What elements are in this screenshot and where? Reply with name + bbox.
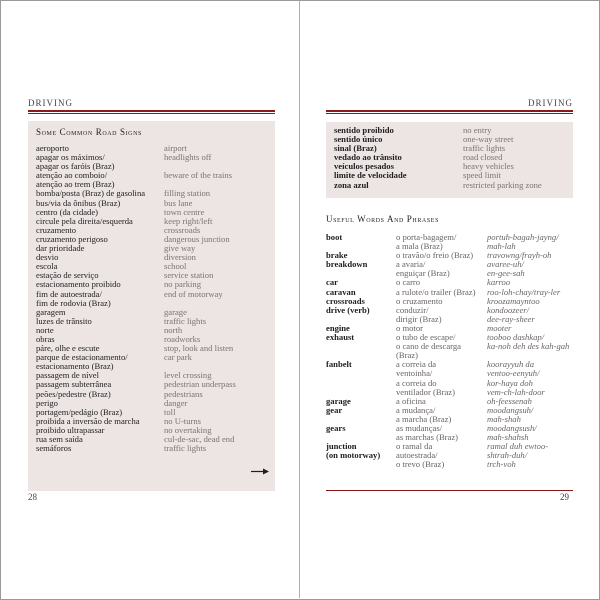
portuguese-word: o porta-bagagem/ (396, 232, 457, 242)
english-meaning: no overtaking (164, 424, 212, 435)
english-meaning: north (164, 324, 183, 335)
portuguese-term: estação de serviço (36, 270, 99, 281)
header-rule-thin (326, 113, 573, 114)
portuguese-term: bomba/posta (Braz) de gasolina (36, 188, 146, 199)
portuguese-term: atenção ao comboio/ (36, 170, 108, 181)
pronunciation: roo-loh-chay/tray-ler (487, 286, 561, 297)
portuguese-term: parque de estacionamento/ (36, 352, 128, 363)
english-word: breakdown (326, 259, 368, 270)
english-word: boot (326, 232, 343, 242)
english-meaning: level crossing (164, 370, 212, 381)
english-meaning: road closed (463, 152, 503, 163)
pronunciation: ka-noh deh des kah-gah (487, 341, 570, 352)
english-meaning: no entry (463, 125, 492, 135)
english-word: crossroads (326, 295, 365, 306)
sign-row (334, 181, 565, 190)
word-row (326, 397, 573, 406)
portuguese-term: apagar os faróis (Braz) (36, 161, 115, 172)
word-row (326, 342, 573, 351)
running-header-left: DRIVING (28, 98, 73, 108)
sign-row (36, 299, 267, 308)
english-meaning: garage (164, 306, 187, 317)
portuguese-term: limite de velocidade (334, 170, 407, 181)
english-meaning: roadworks (164, 333, 201, 344)
pronunciation: moodangsush/ (487, 422, 537, 433)
word-row (326, 306, 573, 315)
english-meaning: airport (164, 143, 187, 153)
english-meaning: pedestrians (164, 388, 203, 399)
road-signs-list-continued (334, 126, 565, 190)
pronunciation: portuh-bagah-jayng/ (487, 232, 559, 242)
english-word (326, 379, 396, 388)
english-meaning: diversion (164, 252, 196, 263)
english-meaning: filling station (164, 188, 211, 199)
english-word: drive (verb) (326, 304, 370, 315)
portuguese-word: o carro (396, 277, 421, 288)
continue-arrow-icon (251, 468, 269, 475)
pronunciation: en-gee-sah (487, 268, 525, 279)
portuguese-term: estacionamento (Braz) (36, 361, 114, 372)
word-row (326, 388, 573, 397)
portuguese-word: a oficina (396, 395, 426, 406)
running-header-right: DRIVING (528, 98, 573, 108)
english-meaning: heavy vehicles (463, 161, 514, 172)
word-row (326, 351, 573, 360)
english-word: brake (326, 250, 348, 261)
english-word: car (326, 277, 338, 288)
english-meaning: traffic lights (164, 443, 207, 454)
portuguese-term: zona azul (334, 179, 369, 190)
english-meaning: speed limit (463, 170, 501, 181)
sign-row (36, 444, 267, 453)
english-meaning: school (164, 261, 187, 272)
header-rule (326, 110, 573, 112)
portuguese-term: norte (36, 324, 54, 335)
english-meaning: bus lane (164, 197, 193, 208)
sign-row (36, 253, 267, 262)
english-word: fanbelt (326, 359, 352, 370)
english-meaning: toll (164, 406, 176, 417)
portuguese-word: a correia do (396, 377, 437, 388)
page-number-left: 28 (28, 492, 37, 502)
portuguese-term: sinal (Braz) (334, 143, 377, 154)
portuguese-term: proibido ultrapassar (36, 424, 105, 435)
word-row (326, 315, 573, 324)
portuguese-word: a avaria/ (396, 259, 426, 270)
portuguese-term: obras (36, 333, 55, 344)
pronunciation: ventoo-eenyuh/ (487, 368, 540, 379)
portuguese-word: conduzir/ (396, 304, 429, 315)
english-meaning: traffic lights (463, 143, 506, 154)
portuguese-term: bus/via da ônibus (Braz) (36, 197, 121, 208)
portuguese-term: garagem (36, 306, 66, 317)
sign-row (36, 317, 267, 326)
english-meaning: give way (164, 243, 196, 254)
pronunciation: dee-ray-sheer (487, 313, 535, 324)
portuguese-term: fim de autoestrada/ (36, 288, 102, 299)
portuguese-term: estacionamento proibido (36, 279, 121, 290)
portuguese-term: peões/pedestre (Braz) (36, 388, 111, 399)
english-meaning: crossroads (164, 224, 201, 235)
english-meaning: danger (164, 397, 188, 408)
portuguese-word: o tubo de escape/ (396, 332, 456, 343)
pronunciation: shtrah-duh/ (487, 450, 528, 461)
english-meaning: service station (164, 270, 214, 281)
english-word: gear (326, 404, 343, 415)
english-word (326, 369, 396, 378)
road-signs-box-continued (326, 122, 573, 198)
portuguese-term: rua sem saída (36, 434, 83, 444)
english-word: caravan (326, 286, 356, 297)
english-meaning: stop, look and listen (164, 343, 234, 354)
pronunciation: mah-shahsh (487, 432, 529, 443)
portuguese-word: as mudanças/ (396, 422, 443, 433)
left-page (28, 98, 275, 491)
useful-words-list (326, 233, 573, 469)
english-meaning: cul-de-sac, dead end (164, 434, 235, 444)
pronunciation: travowng/frayh-oh (487, 250, 552, 261)
portuguese-term: cruzamento (36, 224, 77, 235)
english-meaning: restricted parking zone (463, 179, 542, 190)
portuguese-term: sentido único (334, 134, 383, 145)
sign-row (36, 390, 267, 399)
header-rule-thin (28, 113, 275, 114)
portuguese-term: atenção ao trem (Braz) (36, 179, 115, 190)
portuguese-word: ventilador (Braz) (396, 386, 455, 397)
english-meaning: pedestrian underpass (164, 379, 236, 390)
pronunciation: oh-feessenah (487, 395, 532, 406)
pronunciation: avaree-uh/ (487, 259, 524, 270)
portuguese-word: a correia da (396, 359, 437, 370)
english-meaning: keep right/left (164, 215, 213, 226)
word-row (326, 369, 573, 378)
english-meaning: car park (164, 352, 192, 363)
portuguese-word: o motor (396, 322, 423, 333)
portuguese-term: proibida a inversão de marcha (36, 415, 140, 426)
pronunciation: vem-ch-lah-door (487, 386, 545, 397)
english-meaning: headlights off (164, 152, 212, 163)
english-word: exhaust (326, 332, 355, 343)
portuguese-word: o ramal da (396, 441, 433, 452)
english-word: junction (326, 441, 357, 452)
english-word (326, 342, 396, 351)
portuguese-term: portagem/pedágio (Braz) (36, 406, 123, 417)
portuguese-word: o cruzamento (396, 295, 443, 306)
pronunciation: kroozamayntoo (487, 295, 540, 306)
pronunciation: tooboo dashkap/ (487, 332, 545, 343)
pronunciation: mooter (487, 322, 512, 333)
portuguese-term: escola (36, 261, 58, 272)
pronunciation: moodangsuh/ (487, 404, 534, 415)
pronunciation: karroo (487, 277, 511, 288)
portuguese-term: vedado ao trânsito (334, 152, 402, 163)
sign-row (36, 326, 267, 335)
pronunciation: ramal duh ewtoo- (487, 441, 549, 452)
english-meaning: traffic lights (164, 315, 207, 326)
portuguese-word: dirigir (Braz) (396, 313, 442, 324)
pronunciation: koorayyuh da (487, 359, 535, 370)
portuguese-word: as marchas (Braz) (396, 432, 459, 443)
portuguese-word: a rulote/o trailer (Braz) (396, 286, 476, 297)
portuguese-word: enguiçar (Braz) (396, 268, 450, 279)
portuguese-term: fim de rodovia (Braz) (36, 297, 111, 308)
portuguese-word: o travão/o freio (Braz) (396, 250, 474, 261)
portuguese-term: páre, olhe e escute (36, 343, 100, 354)
portuguese-term: aeroporto (36, 143, 69, 153)
portuguese-term: semáforos (36, 443, 72, 454)
portuguese-term: circule pela direita/esquerda (36, 215, 133, 226)
english-meaning: beware of the trains (164, 170, 233, 181)
pronunciation: mah-shah (487, 413, 521, 424)
english-meaning: no parking (164, 279, 201, 290)
portuguese-term: passagem de nível (36, 370, 100, 381)
pronunciation: kor-haya doh (487, 377, 533, 388)
english-meaning: no U-turns (164, 415, 201, 426)
right-page (326, 98, 573, 469)
pronunciation: trch-voh (487, 459, 516, 470)
english-word: garage (326, 395, 351, 406)
portuguese-term: dar prioridade (36, 243, 85, 254)
portuguese-word: (Braz) (396, 350, 418, 361)
book-spine (299, 1, 300, 598)
portuguese-word: a mala (Braz) (396, 241, 443, 252)
road-signs-box (28, 121, 275, 491)
portuguese-word: o trevo (Braz) (396, 459, 445, 470)
portuguese-term: luzes de trânsito (36, 315, 92, 326)
portuguese-term: cruzamento perigoso (36, 233, 108, 244)
english-word: (on motorway) (326, 450, 381, 461)
english-meaning: end of motorway (164, 288, 223, 299)
portuguese-term: apagar os máximos/ (36, 152, 105, 163)
pronunciation: kondoozeer/ (487, 304, 530, 315)
portuguese-word: autoestrada/ (396, 450, 438, 461)
english-word: engine (326, 322, 350, 333)
word-row (326, 451, 573, 460)
page-number-right: 29 (560, 492, 569, 502)
pronunciation: mah-lah (487, 241, 516, 252)
portuguese-word: o cano de descarga (396, 341, 461, 352)
portuguese-term: sentido proibido (334, 125, 394, 135)
sign-row (36, 244, 267, 253)
portuguese-word: a marcha (Braz) (396, 413, 452, 424)
portuguese-term: passagem subterrânea (36, 379, 112, 390)
useful-words-title: Useful Words And Phrases (326, 214, 440, 224)
footer-rule (326, 490, 573, 491)
portuguese-term: veículos pesados (334, 161, 394, 172)
english-meaning: dangerous junction (164, 233, 230, 244)
word-row (326, 269, 573, 278)
portuguese-term: centro (da cidade) (36, 206, 99, 217)
word-row (326, 460, 573, 469)
road-signs-title: Some Common Road Signs (36, 127, 142, 137)
road-signs-list (36, 144, 267, 453)
word-row (326, 233, 573, 242)
english-meaning: one-way street (463, 134, 514, 145)
english-word (326, 460, 396, 469)
english-meaning: town centre (164, 206, 205, 217)
portuguese-word: ventoinha/ (396, 368, 433, 379)
portuguese-word: a mudança/ (396, 404, 436, 415)
header-rule (28, 110, 275, 112)
portuguese-term: perigo (36, 397, 58, 408)
portuguese-term: desvio (36, 252, 59, 263)
english-word: gears (326, 422, 346, 433)
